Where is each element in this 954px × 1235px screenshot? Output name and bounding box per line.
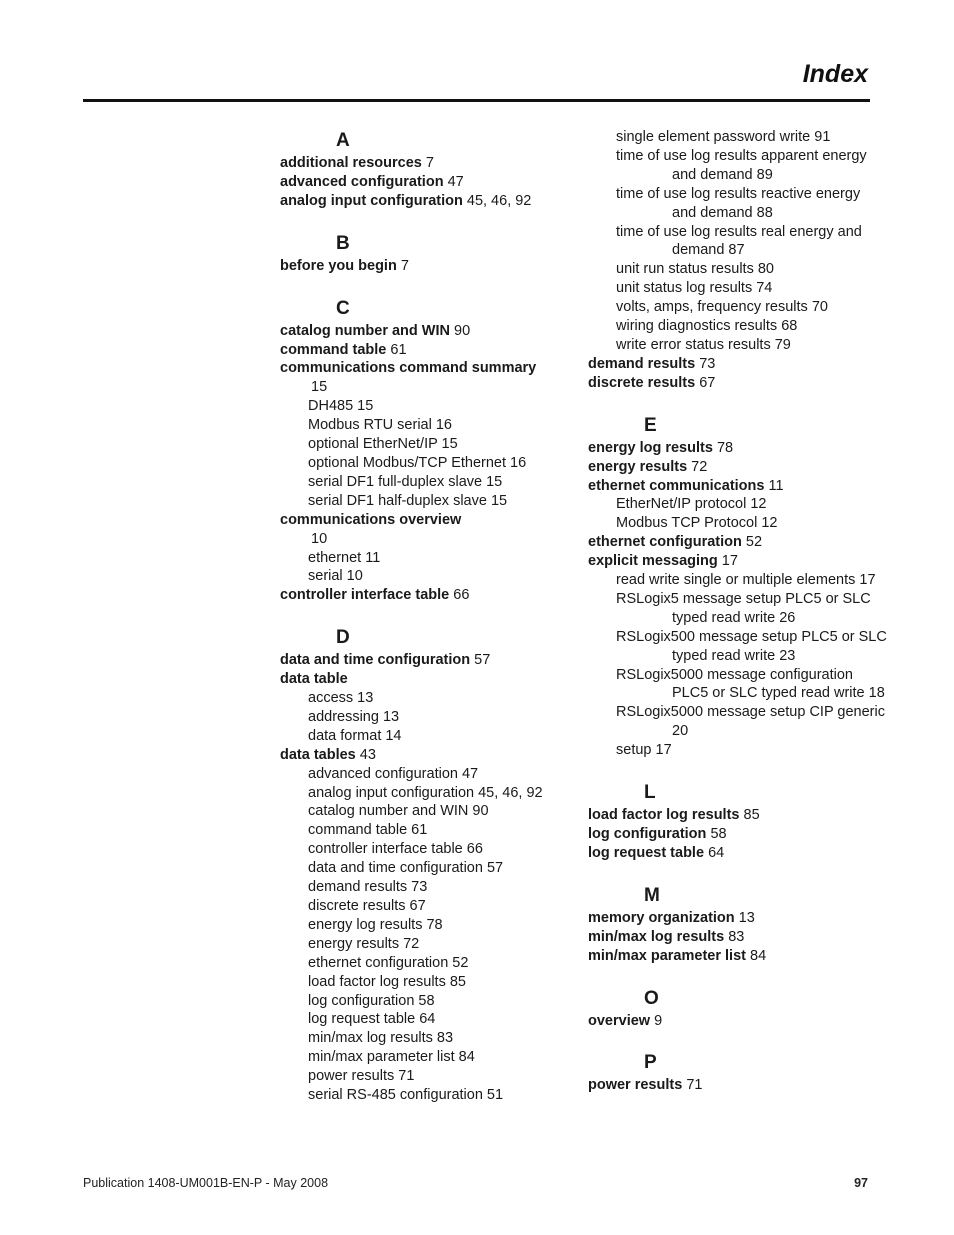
entry-term: discrete results — [588, 374, 696, 391]
subentry-line: single element password write 91 — [616, 129, 831, 145]
index-subentry: data and time configuration 57 — [308, 860, 504, 877]
index-subentry: catalog number and WIN 90 — [308, 803, 489, 820]
entry-pages: 90 — [454, 322, 471, 339]
entry-pages: 85 — [743, 807, 760, 824]
entry-pages: 58 — [710, 826, 727, 842]
subentry-continuation: typed read write 26 — [672, 609, 796, 626]
index-section-p — [588, 1050, 888, 1095]
index-entry — [588, 1012, 888, 1031]
index-subentry: serial 10 — [308, 568, 363, 585]
index-subentry — [588, 703, 888, 741]
subentry-line: unit run status results 80 — [616, 261, 774, 278]
subentry-line: read write single or multiple elements 17 — [616, 572, 876, 589]
index-subentry: EtherNet/IP protocol 12 — [616, 496, 767, 513]
index-entry — [280, 670, 570, 689]
section-letter: P — [644, 1052, 657, 1074]
index-entry — [280, 173, 570, 192]
entry-pages: 78 — [716, 439, 734, 456]
subentry-continuation: typed read write 23 — [672, 647, 796, 664]
index-entry — [588, 458, 888, 477]
entry-term: memory organization — [588, 909, 735, 926]
section-letter: B — [336, 232, 350, 254]
index-entry — [280, 341, 570, 360]
index-subentry: energy log results 78 — [308, 916, 443, 933]
index-entry — [588, 909, 888, 928]
subentry-continuation: and demand 88 — [672, 204, 773, 221]
section-letter: D — [336, 627, 350, 649]
section-letter: M — [644, 884, 660, 906]
entry-pages: 67 — [699, 374, 716, 391]
subentry-line: volts, amps, frequency results 70 — [616, 299, 828, 316]
index-subentry — [588, 628, 888, 666]
entry-term: advanced configuration — [280, 173, 444, 190]
index-entry — [588, 825, 888, 844]
entry-pages: 17 — [721, 553, 738, 570]
index-entry — [280, 651, 570, 670]
index-entry — [280, 359, 570, 397]
entry-pages: 57 — [474, 652, 491, 669]
entry-term: analog input configuration — [280, 192, 463, 209]
index-subentry: DH485 15 — [308, 398, 374, 415]
subentry-line: setup 17 — [616, 742, 672, 759]
entry-term: command table — [280, 341, 387, 358]
entry-term: before you begin — [280, 257, 397, 274]
index-subentry — [588, 317, 888, 336]
subentry-line: RSLogix5000 message setup CIP generic — [616, 704, 885, 721]
section-letter: E — [644, 414, 657, 436]
index-entry — [588, 552, 888, 571]
entry-term: explicit messaging — [588, 553, 718, 570]
entry-term: communications command summary — [280, 360, 537, 377]
index-subentry: optional EtherNet/IP 15 — [308, 436, 458, 453]
subentry-line: RSLogix5000 message configuration — [616, 666, 853, 683]
index-section-l — [588, 780, 888, 863]
index-entry — [588, 477, 888, 496]
entry-pages: 73 — [699, 355, 716, 372]
index-subentry: data format 14 — [308, 727, 402, 744]
entry-pages: 11 — [768, 477, 784, 494]
index-subentry: optional Modbus/TCP Ethernet 16 — [308, 454, 527, 471]
entry-term: data and time configuration — [280, 652, 471, 669]
index-column-right — [588, 128, 888, 1115]
index-entry — [280, 511, 570, 549]
index-subentry — [588, 590, 888, 628]
index-subentry — [588, 666, 888, 704]
index-subentry — [588, 260, 888, 279]
entry-term: ethernet communications — [588, 477, 765, 494]
entry-term: min/max log results — [588, 928, 725, 945]
section-letter: L — [644, 782, 656, 804]
index-entry — [588, 947, 888, 966]
page-header-title: Index — [802, 60, 868, 88]
index-section-c — [280, 296, 570, 606]
entry-pages: 83 — [728, 928, 745, 945]
index-section-b — [280, 231, 570, 276]
section-letter: C — [336, 297, 350, 319]
footer-page-number: 97 — [854, 1176, 868, 1190]
index-entry — [280, 154, 570, 173]
index-subentry: log request table 64 — [308, 1011, 436, 1028]
index-subentry — [588, 279, 888, 298]
index-entry — [280, 192, 570, 211]
index-entry — [588, 533, 888, 552]
entry-pages: 15 — [311, 379, 328, 396]
index-subentry: command table 61 — [308, 822, 428, 839]
index-subentry: serial DF1 half-duplex slave 15 — [308, 492, 508, 509]
entry-pages: 13 — [738, 909, 755, 926]
entry-pages: 9 — [654, 1012, 663, 1029]
index-subentry: ethernet 11 — [308, 549, 381, 566]
entry-pages: 45, 46, 92 — [466, 192, 532, 209]
index-entry — [280, 586, 570, 605]
entry-term: load factor log results — [588, 807, 740, 824]
entry-term: ethernet configuration — [588, 534, 742, 551]
index-subentry: energy results 72 — [308, 935, 420, 952]
index-entry — [588, 1076, 888, 1095]
index-subentry — [588, 185, 888, 223]
subentry-line: time of use log results reactive energy — [616, 185, 861, 202]
index-subentry: analog input configuration 45, 46, 92 — [308, 784, 543, 801]
index-subentry: serial RS-485 configuration 51 — [308, 1087, 504, 1104]
index-subentry: min/max log results 83 — [308, 1030, 454, 1047]
index-subentry: addressing 13 — [308, 708, 400, 725]
entry-pages: 7 — [425, 155, 434, 171]
entry-pages: 10 — [311, 530, 328, 547]
entry-pages: 47 — [447, 173, 464, 190]
entry-term: log request table — [588, 844, 705, 861]
index-subentry — [588, 223, 888, 261]
index-subentry: controller interface table 66 — [308, 841, 483, 858]
index-subentry — [588, 571, 888, 590]
subentry-line: time of use log results apparent energy — [616, 147, 867, 164]
header-rule — [83, 99, 870, 102]
entry-pages: 71 — [686, 1077, 703, 1094]
subentry-line: write error status results 79 — [616, 336, 791, 353]
entry-pages: 64 — [708, 844, 725, 861]
subentry-continuation: demand 87 — [672, 242, 745, 259]
entry-pages: 84 — [750, 947, 767, 964]
entry-pages: 61 — [390, 341, 407, 358]
index-entry — [588, 928, 888, 947]
index-subentry — [588, 336, 888, 355]
index-subentry: Modbus TCP Protocol 12 — [616, 515, 778, 532]
index-entry — [280, 746, 570, 765]
subentry-line: time of use log results real energy and — [616, 223, 862, 240]
index-entry — [588, 355, 888, 374]
entry-term: power results — [588, 1077, 683, 1094]
index-subentry: load factor log results 85 — [308, 973, 466, 990]
entry-term: data table — [280, 671, 348, 688]
index-subentry — [588, 741, 888, 760]
index-subentry: access 13 — [308, 690, 374, 707]
subentry-line: unit status log results 74 — [616, 280, 773, 297]
entry-term: overview — [588, 1012, 651, 1029]
index-subentry: power results 71 — [308, 1068, 415, 1085]
index-subentry: Modbus RTU serial 16 — [308, 417, 452, 434]
index-section-o — [588, 986, 888, 1031]
index-entry — [280, 322, 570, 341]
index-section-m — [588, 883, 888, 966]
entry-term: data tables — [280, 746, 356, 763]
entry-pages: 52 — [745, 534, 763, 551]
subentry-line: RSLogix5 message setup PLC5 or SLC — [616, 590, 871, 607]
footer-publication: Publication 1408-UM001B-EN-P - May 2008 — [83, 1176, 329, 1190]
entry-term: log configuration — [588, 826, 707, 842]
subentry-continuation: 20 — [672, 723, 689, 740]
index-subentry: ethernet configuration 52 — [308, 954, 469, 971]
subentry-line: wiring diagnostics results 68 — [616, 318, 798, 335]
index-subentry: advanced configuration 47 — [308, 765, 479, 782]
index-section-d — [280, 625, 570, 1105]
subentry-continuation: PLC5 or SLC typed read write 18 — [672, 685, 885, 702]
entry-term: energy results — [588, 458, 688, 475]
index-entry — [588, 439, 888, 458]
entry-term: controller interface table — [280, 587, 450, 604]
entry-term: demand results — [588, 355, 696, 372]
subentry-line: RSLogix500 message setup PLC5 or SLC — [616, 628, 887, 645]
entry-term: catalog number and WIN — [280, 322, 450, 339]
entry-pages: 7 — [400, 257, 409, 274]
index-entry — [588, 806, 888, 825]
section-letter: O — [644, 987, 659, 1009]
index-entry — [588, 374, 888, 393]
index-column-left — [280, 128, 570, 1125]
index-section-e — [588, 413, 888, 760]
section-letter: A — [336, 130, 350, 151]
index-subentry: discrete results 67 — [308, 898, 426, 914]
index-section-a — [280, 128, 570, 211]
entry-pages: 72 — [691, 458, 708, 475]
entry-term: energy log results — [588, 439, 713, 456]
index-section-d-continued — [588, 128, 888, 393]
index-subentry: log configuration 58 — [308, 992, 435, 1009]
index-entry — [280, 257, 570, 276]
index-subentry — [588, 128, 888, 147]
index-entry — [588, 844, 888, 863]
index-subentry — [588, 147, 888, 185]
entry-pages: 43 — [359, 746, 376, 763]
index-subentry: min/max parameter list 84 — [308, 1049, 475, 1066]
entry-term: communications overview — [280, 511, 462, 528]
subentry-continuation: and demand 89 — [672, 166, 773, 183]
index-subentry: serial DF1 full-duplex slave 15 — [308, 473, 503, 490]
entry-pages: 66 — [453, 587, 470, 604]
index-subentry — [588, 298, 888, 317]
entry-term: additional resources — [280, 155, 422, 171]
entry-term: min/max parameter list — [588, 947, 746, 964]
index-subentry: demand results 73 — [308, 879, 428, 896]
